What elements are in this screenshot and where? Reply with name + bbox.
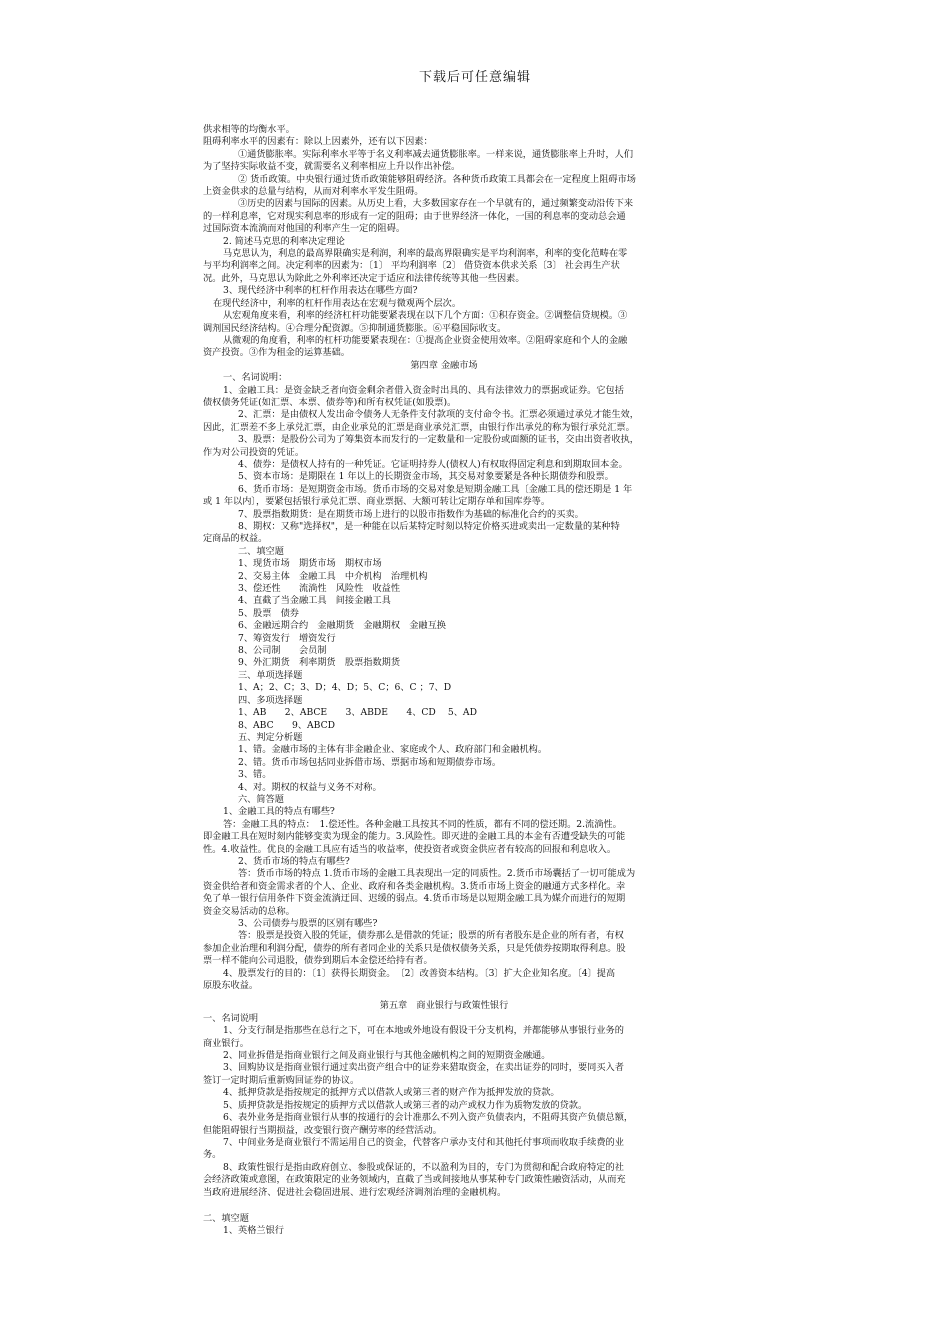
text-line: 商业银行。 (203, 1037, 249, 1049)
text-line: 1、分支行制是指那些在总行之下，可在本地或外地设有假设干分支机构，并都能够从事银行业务的 (223, 1025, 624, 1037)
text-line: 1、金融工具：是资金缺乏者向资金剩余者借入资金时出具的、具有法律效力的票据或证券。它包括 (223, 384, 624, 396)
text-line: 5、质押贷款是指按规定的质押方式以借款人或第三者的动产或权力作为质物发放的贷款。 (223, 1099, 588, 1111)
text-line: 票一样不能向公司退股，债券到期后本金偿还给持有者。 (203, 955, 433, 967)
text-line: ③历史的因素与国际的因素。从历史上看，大多数国家存在一个早就有的，通过频繁变动沿传下来 (238, 198, 634, 210)
text-line: 一、名词说明 (203, 1012, 259, 1024)
text-line: 答：股票是投资入股的凭证，债券那么是借款的凭证；股票的所有者股东是企业的所有者，有权 (238, 930, 624, 942)
text-line: 资金供给者和资金需求者的个人、企业、政府和各类金融机构。3.货币市场上资金的融通方式多样化。幸 (203, 880, 626, 892)
text-line: 6、货币市场：是短期资金市场。货币市场的交易对象是短期金融工具〔金融工具的偿还期是 1 年 (238, 483, 633, 495)
text-line: 签订一定时期后重新购回证券的协议。 (203, 1074, 360, 1086)
text-line: 一、名词说明： (223, 372, 288, 384)
text-line: 从宏观角度来看，利率的经济杠杆功能要紧表现在以下几个方面：①积存资金。②调整信贷规模。③ (223, 310, 628, 322)
text-line: 但能阻碍银行当期损益，改变银行资产酬劳率的经营活动。 (203, 1124, 442, 1136)
text-line: 3、股票：是股份公司为了筹集资本而发行的一定数量和一定股份或面额的证书，交由出资者收执， (238, 434, 639, 446)
spacer (203, 1199, 685, 1213)
text-line: 参加企业治理和利润分配，债券的所有者同企业的关系只是债权债务关系，只是凭债券按期取得利息。股 (203, 942, 626, 954)
text-line: 会经济政策或意图，在政策限定的业务领域内，直截了当或间接地从事某种专门政策性融资活动，从而充 (203, 1174, 626, 1186)
text-line: 供求相等的均衡水平。 (203, 124, 295, 135)
text-line: 7、股票指数期货：是在期货市场上进行的以股市指数作为基础的标准化合约的买卖。 (238, 508, 584, 520)
text-line: 6、表外业务是指商业银行从事的按通行的会计准那么不列入资产负债表内，不阻碍其资产负债总额， (223, 1112, 634, 1124)
page-header: 下载后可任意编辑 (418, 70, 531, 85)
text-line: 二、填空题 (203, 1212, 249, 1224)
text-line: 1、现货市场 期货市场 期权市场 (238, 558, 382, 570)
text-line: 4、对。期权的权益与义务不对称。 (238, 781, 382, 793)
text-line: 3、公司债券与股票的区别有哪些? (238, 918, 378, 929)
text-line: 从微观的角度看，利率的杠杆功能要紧表现在：①提高企业资金使用效率。②阻碍家庭和个人的金融 (223, 334, 628, 346)
text-line: 7、筹资发行 增资发行 (238, 632, 336, 644)
text-line: 3、错。 (238, 769, 272, 781)
text-line: 4、股票发行的目的：〔1〕获得长期资金。 〔2〕改善资本结构。〔3〕扩大企业知名度。〔4〕提高 (223, 967, 616, 979)
text-line: 6、金融远期合约 金融期货 金融期权 金融互换 (238, 620, 446, 632)
text-line: 3、偿还性 流淌性 风险性 收益性 (238, 583, 401, 595)
text-line: 1、A；2、C；3、D；4、D；5、C；6、C ；7、D (238, 682, 452, 694)
text-line: 2. 简述马克思的利率决定理论 (223, 235, 345, 247)
text-line: 性。4.收益性。优良的金融工具应有适当的收益率，使投资者或资金供应者有较高的回报和利息收入。 (203, 843, 617, 855)
text-line: 答：货币市场的特点 1.货币市场的金融工具表现出一定的同质性。2.货币市场囊括了一切可能成为 (238, 868, 636, 880)
text-line: 三、单项选择题 (238, 669, 303, 681)
text-line: 1、错。金融市场的主体有非金融企业、家庭或个人、政府部门和金融机构。 (238, 744, 548, 756)
text-line: 2、货币市场的特点有哪些? (238, 855, 350, 867)
text-line: 1、金融工具的特点有哪些? (223, 806, 335, 818)
text-line: ①通货膨胀率。实际利率水平等于名义利率减去通货膨胀率。一样来说，通货膨胀率上升时，人们 (238, 148, 634, 160)
text-line: 2、错。货币市场包括同业拆借市场、票据市场和短期债券市场。 (238, 756, 502, 768)
text-line: 阻碍利率水平的因素有：除以上因素外，还有以下因素： (203, 136, 433, 148)
text-line: 2、汇票：是由债权人发出命令债务人无条件支付款项的支付命令书。汇票必须通过承兑才能生效， (238, 409, 639, 421)
text-line: 况。此外，马克思认为除此之外利率还决定于适应和法律传统等其他一些因素。 (203, 272, 525, 284)
document-body (203, 124, 685, 1238)
text-line: 4、抵押贷款是指按规定的抵押方式以借款人或第三者的财产作为抵押发放的贷款。 (223, 1087, 560, 1099)
text-line: 4、债券：是债权人持有的一种凭证。它证明持券人(债权人)有权取得固定利息和到期取回本金。 (238, 458, 628, 470)
text-line: 因此，汇票差不多上承兑汇票，由企业承兑的汇票是商业承兑汇票，由银行作出承兑的称为银行承兑汇票。 (203, 421, 635, 433)
text-line: 资产投资。③作为租金的运算基础。 (203, 347, 350, 359)
text-line: 2、交易主体 金融工具 中介机构 治理机构 (238, 570, 428, 582)
text-line: 2、同业拆借是指商业银行之间及商业银行与其他金融机构之间的短期资金融通。 (223, 1050, 551, 1062)
text-line: 务。 (203, 1149, 222, 1161)
text-line: 四、多项选择题 (238, 694, 303, 706)
text-line: 5、股票 债券 (238, 607, 299, 619)
text-line: 即金融工具在短时刻内能够变卖为现金的能力。3.风险性。即灭进的金融工具的本金有否遭受缺失的可能 (203, 831, 626, 843)
chapter-heading: 第五章 商业银行与政策性银行 (379, 1000, 509, 1012)
text-line: 免了单一银行信用条件下资金流淌迂回、迟缓的弱点。4.货币市场是以短期金融工具为媒介而进行的短期 (203, 893, 626, 905)
text-line: 7、中间业务是商业银行不需运用自己的资金，代替客户承办支付和其他托付事项而收取手续费的业 (223, 1136, 624, 1148)
text-line: 3、现代经济中利率的杠杆作用表达在哪些方面? (223, 285, 418, 297)
text-line: ② 货币政策。中央银行通过货币政策能够阻碍经济。各种货币政策工具都会在一定程度上阻碍市场 (238, 173, 636, 185)
spacer (203, 992, 685, 1000)
text-line: 1、英格兰银行 (223, 1225, 284, 1237)
text-line: 六、简答题 (238, 793, 284, 805)
text-line: 在现代经济中，利率的杠杆作用表达在宏观与微观两个层次。 (213, 297, 462, 309)
text-line: 5、资本市场：是期限在 1 年以上的长期资金市场，其交易对象要紧是各种长期债券和股票。 (238, 471, 614, 483)
text-line: 过国际资本流淌而对他国的利率产生一定的阻碍。 (203, 223, 406, 235)
text-line: 定商品的权益。 (203, 533, 268, 545)
text-line: 3、回购协议是指商业银行通过卖出资产组合中的证券来猎取资金，在卖出证券的同时，要同买入者 (223, 1062, 624, 1074)
text-line: 4、直截了当金融工具 间接金融工具 (238, 595, 391, 607)
text-line: 1、AB 2、ABCE 3、ABDE 4、CD 5、AD (238, 707, 477, 719)
text-line: 马克思认为，利息的最高界限确实是利润，利率的最高界限确实是平均利润率，利率的变化范畴在零 (223, 248, 628, 260)
text-line: 作为对公司投资的凭证。 (203, 446, 305, 458)
text-line: 上资金供求的总量与结构，从而对利率水平发生阻碍。 (203, 186, 424, 198)
text-line: 9、外汇期货 利率期货 股票指数期货 (238, 657, 401, 669)
text-line: 8、ABC 9、ABCD (238, 719, 335, 731)
text-line: 二、填空题 (238, 545, 284, 557)
text-line: 原股东收益。 (203, 980, 259, 992)
text-line: 与平均利润率之间。决定利率的因素为：〔1〕 平均利润率〔2〕 借贷资本供求关系〔3〕 社会再生产状 (203, 260, 620, 272)
text-line: 的一样利息率，它对现实利息率的形成有一定的阻碍；由于世界经济一体化，一国的利息率的变动总会通 (203, 210, 626, 222)
text-line: 答：金融工具的特点： 1.偿还性。各种金融工具按其不同的性质，都有不同的偿还期。2.流淌性。 (223, 818, 622, 830)
text-line: 8、期权：又称"选择权"，是一种能在以后某特定时刻以特定价格买进或卖出一定数量的某种特 (238, 521, 620, 532)
text-line: 调剂国民经济结构。④合理分配资源。⑤抑制通货膨胀。⑥平稳国际收支。 (203, 322, 507, 334)
text-line: 为了坚持实际收益不变，就需要名义利率相应上升以作出补偿。 (203, 161, 461, 173)
text-line: 8、政策性银行是指由政府创立、参股或保证的，不以盈利为目的，专门为贯彻和配合政府特定的社 (223, 1161, 624, 1173)
text-line: 8、公司制 会员制 (238, 645, 327, 657)
text-line: 五、判定分析题 (238, 731, 303, 743)
text-line: 债权债务凭证(如汇票、本票、债券等)和所有权凭证(如股票)。 (203, 396, 457, 408)
text-line: 或 1 年以内〕，要紧包括银行承兑汇票、商业票据、大额可转让定期存单和国库券等。 (203, 496, 551, 508)
text-line: 当政府进展经济、促进社会稳固进展、进行宏观经济调剂治理的金融机构。 (203, 1186, 507, 1198)
text-line: 资金交易活动的总称。 (203, 905, 295, 917)
chapter-heading: 第四章 金融市场 (410, 359, 478, 371)
